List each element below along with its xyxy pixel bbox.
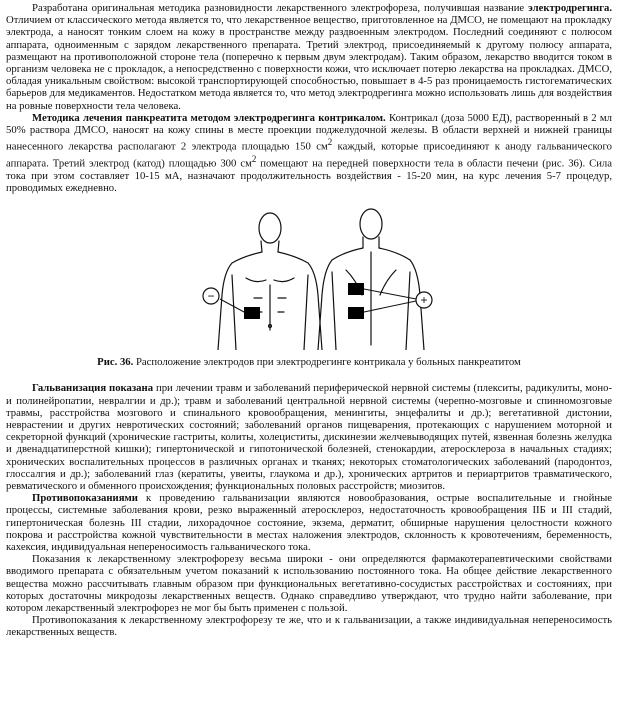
- anode-electrode-upper: [348, 283, 364, 295]
- paragraph-electrodreging: [6, 2, 612, 112]
- term-indications: Гальванизация показана: [32, 382, 154, 395]
- paragraph-contraindications: [6, 492, 612, 553]
- text: Разработана оригинальная методика разновидности лекарственного электрофореза, получившая название: [32, 2, 529, 14]
- cathode-wire: [220, 299, 244, 312]
- cathode-electrode: [244, 307, 260, 319]
- text: помещают на передней поверхности тела в области печени (рис. 36). Сила тока при этом составляет 10-15 мА, назначают продолжительность воздействия - 15-20 мин, на курс лечения 5-7 процедур, проводимых ежедневно.: [6, 157, 613, 194]
- superscript: 2: [251, 154, 257, 164]
- term-contraindications: Противопоказаниями: [32, 492, 138, 505]
- text: каждый, которые присоединяют к аноду гальванического аппарата. Третий электрод (катод) площадью 300 см: [6, 140, 612, 170]
- text: Отличием от классического метода является то, что лекарственное вещество, приготовленное на ДМСО, не помещают на прокладку электрода, а наносят тонким слоем на кожу в пространстве между раздвоенным электродом. Последний соединяют с полюсом аппарата, одноименным с зарядом лекарственного препарата. Третий электрод, присоединяемый к другому полюсу аппарата, размещают на противоположной стороне тела (поперечно к первым двум электродам). Таким образом, лекарство вводится током в организм человека не с прокладок, а непосредственно с поверхности кожи, что исключает потерю лекарства на прокладках. ДМСО, обладая уникальным свойством: высокой транспортирующей способностью, повышает в 4-5 раз проницаемость гистогематических барьеров для медикаментов. Недостатком метода является то, что метод электродрегинга можно использовать лишь для воздействия на ровные поверхности тела человека.: [6, 14, 612, 112]
- front-torso-figure: [218, 213, 322, 350]
- text: при лечении травм и заболеваний периферической нервной системы (плекситы, радикулиты, моно- и полинейропатии, невралгии и др.); травм и заболеваний центральной нервной системы (черепно-мозговые и спинномозговые травмы, расстройства мозгового и спинального кровообращения, менингиты, энцефалиты и др.); вегетативной дистонии, неврастении и других невротических состояний; заболеваний органов пищеварения, протекающих с нарушением моторной и секреторной функций (хронические гастриты, колиты, холециститы, дискинезии желчевыводящих путей, язвенная болезнь желудка и двенадцатиперстной кишки); гипертонической и гипотонической болезней, стенокардии, атеросклероза в начальных стадиях; хронических воспалительных процессов в различных органах и тканях; некоторых стоматологических заболеваний (пародонтоз, глоссалгия и др.); заболеваний глаз (кератиты, увеиты, глаукома и др.), хронических артритов и периартритов травматического, ревматического и обменного происхождения; функциональных половых расстройств; миозитов.: [6, 382, 613, 492]
- text: Контрикал (доза 5000 ЕД), растворенный в 2 мл 50% раствора ДМСО, наносят на кожу спины в месте проекции поджелудочной железы. В области верхней и нижней границы нанесенного лекарства располагают 2 электрода площадью 150 см: [6, 111, 612, 153]
- anode-electrode-lower: [348, 307, 364, 319]
- electrode-placement-illustration: [6, 200, 612, 350]
- back-torso-figure: [318, 209, 424, 350]
- figure-caption: [6, 356, 612, 368]
- superscript: 2: [327, 137, 333, 148]
- minus-sign: −: [207, 289, 215, 304]
- document-page: [6, 2, 612, 639]
- method-heading: Методика лечения панкреатита методом электродрегинга контрикалом.: [32, 111, 386, 124]
- paragraph-electrophoresis-indications: Показания к лекарственному электрофорезу весьма широки - они определяются фармакотерапевтическими свойствами вводимого препарата с обязательным учетом показаний к использованию постоянного тока. На общее действие лекарственного вещества можно рассчитывать главным образом при функциональных вегетативно-сосудистых расстройствах и состояниях, при которых достаточны микродозы лекарственных веществ. Однако справедливо утверждают, что трудно найти заболевание, при котором лекарственный электрофорез не мог бы быть применен с пользой.: [6, 553, 612, 615]
- caption-text: Расположение электродов при электродрегинге контрикала у больных панкреатитом: [133, 356, 521, 369]
- text: к проведению гальванизации являются новообразования, острые воспалительные и гнойные процессы, системные заболевания крови, резко выраженный атеросклероз, недостаточность кровообращения IIБ и III стадий, гипертоническая болезнь III стадии, лихорадочное состояние, экзема, дерматит, обширные нарушения целостности кожного покрова и расстройства кожной чувствительности в местах наложения электродов, склонность к кровотечениям, беременность, кахексия, индивидуальная непереносимость гальванического тока.: [6, 492, 612, 554]
- paragraph-electrophoresis-contraindications: Противопоказания к лекарственному электрофорезу те же, что и к гальванизации, а также индивидуальная непереносимость лекарственных веществ.: [6, 614, 612, 639]
- term-electrodreging: электродрегинга.: [528, 2, 612, 14]
- paragraph-indications: [6, 382, 612, 492]
- caption-label: Рис. 36.: [97, 356, 134, 369]
- plus-sign: +: [420, 293, 428, 308]
- paragraph-pancreatitis-method: [6, 112, 612, 194]
- figure-36: [6, 200, 612, 350]
